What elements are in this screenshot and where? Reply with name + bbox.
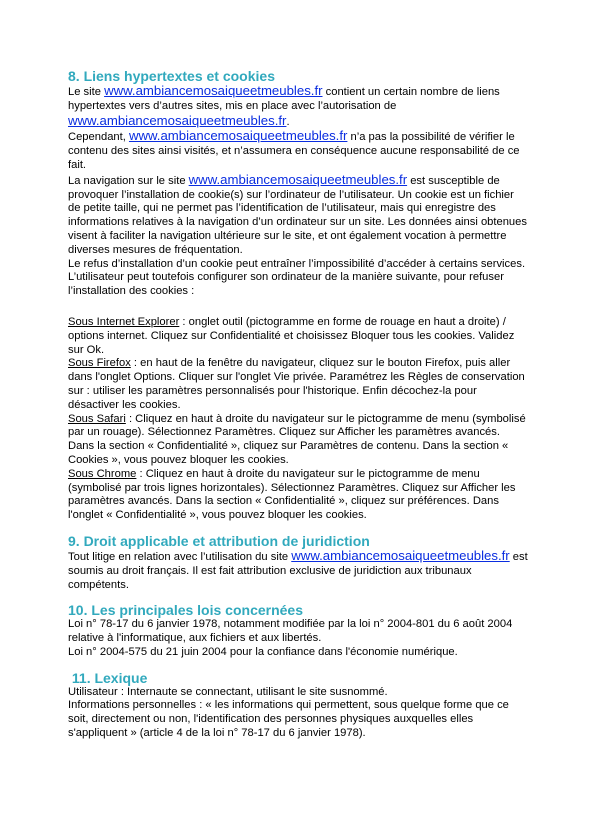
site-link[interactable]: www.ambiancemosaiqueetmeubles.fr	[68, 112, 287, 128]
document-body	[68, 68, 528, 741]
site-link[interactable]: www.ambiancemosaiqueetmeubles.fr	[104, 83, 323, 98]
section-8-paragraph-1: Le site www.ambiancemosaiqueetmeubles.fr contient un certain nombre de liens hypertextes vers d’autres sites, mis en place avec l’autorisation de www.ambiancemosaiqueetmeubles.fr.	[68, 83, 500, 128]
section-11-paragraph-1: Utilisateur : Internaute se connectant, utilisant le site susnommé.	[68, 685, 388, 698]
section-9-paragraph: Tout litige en relation avec l’utilisation du site www.ambiancemosaiqueetmeubles.fr est soumis au droit français. Il est fait attribution exclusive de juridiction aux tribunaux compétents.	[68, 547, 528, 591]
section-10-paragraph-2: Loi n° 2004-575 du 21 juin 2004 pour la confiance dans l'économie numérique.	[68, 645, 458, 658]
section-8-paragraph-3: La navigation sur le site www.ambiancemosaiqueetmeubles.fr est susceptible de provoquer l’installation de cookie(s) sur l’ordinateur de l’utilisateur. Un cookie est un fichier de petite taille, qui ne permet pas l’identification de l’utilisateur, mais qui enregistre des informations relatives à la navigation d’un ordinateur sur un site. Les données ainsi obtenues visent à faciliter la navigation ultérieure sur le site, et ont également vocation à permettre diverses mesures de fréquentation.	[68, 171, 527, 256]
browser-name: Sous Internet Explorer	[68, 315, 180, 328]
site-link[interactable]: www.ambiancemosaiqueetmeubles.fr	[291, 547, 510, 563]
browser-name: Sous Safari	[68, 412, 126, 425]
section-8-paragraph-4: Le refus d’installation d’un cookie peut entraîner l’impossibilité d’accéder à certains services. L’utilisateur peut toutefois configurer son ordinateur de la manière suivante, pour refuser l’installation des cookies :	[68, 257, 526, 298]
browser-name: Sous Chrome	[68, 467, 137, 480]
browser-name: Sous Firefox	[68, 357, 131, 370]
browser-instructions-chrome: Sous Chrome : Cliquez en haut à droite du navigateur sur le pictogramme de menu (symbolisé par trois lignes horizontales). Sélectionnez Paramètres. Cliquez sur Afficher les paramètres avancés. Dans la section « Confidentialité », cliquez sur préférences. Dans l'onglet « Confidentialité », vous pouvez bloquer les cookies.	[68, 467, 516, 522]
site-link[interactable]: www.ambiancemosaiqueetmeubles.fr	[128, 128, 348, 144]
section-11-paragraph-2: Informations personnelles : « les informations qui permettent, sous quelque forme que ce soit, directement ou non, l'identification des personnes physiques auxquelles elles s'appliquent » (article 4 de la loi n° 78-17 du 6 janvier 1978).	[68, 699, 509, 740]
browser-instructions-firefox: Sous Firefox : en haut de la fenêtre du navigateur, cliquez sur le bouton Firefox, puis aller dans l'onglet Options. Cliquer sur l'onglet Vie privée. Paramétrez les Règles de conservation sur : utiliser les paramètres personnalisés pour l'historique. Enfin décochez-la pour désactiver les cookies.	[68, 357, 525, 411]
section-10-title: 10. Les principales lois concernées	[68, 602, 303, 619]
section-8-title: 8. Liens hypertextes et cookies	[68, 68, 275, 84]
site-link[interactable]: www.ambiancemosaiqueetmeubles.fr	[188, 171, 408, 187]
browser-instructions-ie: Sous Internet Explorer : onglet outil (pictogramme en forme de rouage en haut a droite) / options internet. Cliquez sur Confidentialité et choisissez Bloquer tous les cookies. Validez sur Ok.	[68, 315, 515, 356]
section-8-paragraph-2: Cependant, www.ambiancemosaiqueetmeubles.fr n’a pas la possibilité de vérifier le contenu des sites ainsi visités, et n’assumera en conséquence aucune responsabilité de ce fait.	[68, 128, 520, 171]
section-10-paragraph-1: Loi n° 78-17 du 6 janvier 1978, notamment modifiée par la loi n° 2004-801 du 6 août 2004 relative à l'informatique, aux fichiers et aux libertés.	[68, 618, 513, 645]
section-11-title: 11. Lexique	[68, 669, 148, 686]
section-9-title: 9. Droit applicable et attribution de juridiction	[68, 532, 370, 549]
browser-instructions-safari: Sous Safari : Cliquez en haut à droite du navigateur sur le pictogramme de menu (symbolisé par un rouage). Sélectionnez Paramètres. Cliquez sur Afficher les paramètres avancés. Dans la section « Confidentialité », cliquez sur Paramètres de contenu. Dans la section « Cookies », vous pouvez bloquer les cookies.	[68, 412, 526, 466]
